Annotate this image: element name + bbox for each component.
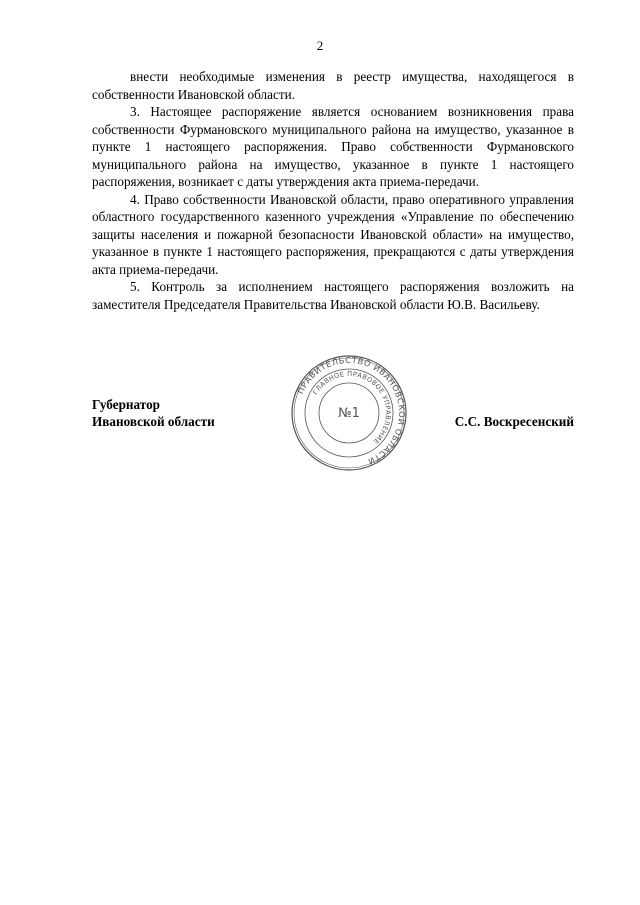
- seal-number: №1: [338, 406, 360, 421]
- signatory-title-line-2: Ивановской области: [92, 414, 215, 429]
- signatory-title-line-1: Губернатор: [92, 397, 160, 412]
- official-seal-icon: [290, 354, 408, 472]
- paragraph-continuation: внести необходимые изменения в реестр имущества, находящегося в собственности Ивановской области.: [92, 69, 574, 102]
- signatory-title: [92, 396, 215, 430]
- paragraph-item-3: 3. Настоящее распоряжение является основанием возникновения права собственности Фурмановского муниципального района на имущество, указанное в пункте 1 настоящего распоряжения. Право собственности Фурмановского муниципального района на имущество, указанное в пункте 1 настоящего распоряжения, возникает с даты утверждения акта приема-передачи.: [92, 104, 574, 189]
- paragraph-item-4: 4. Право собственности Ивановской области, право оперативного управления областного государственного казенного учреждения «Управление по обеспечению защиты населения и пожарной безопасности Ивановской области» на имущество, указанное в пункте 1 настоящего распоряжения, прекращаются с даты утверждения акта приема-передачи.: [92, 191, 574, 277]
- page-number: 2: [316, 38, 324, 53]
- document-body: [92, 68, 574, 313]
- paragraph-item-5: 5. Контроль за исполнением настоящего распоряжения возложить на заместителя Председателя Правительства Ивановской области Ю.В. Васильеву.: [92, 279, 574, 312]
- signatory-name: С.С. Воскресенский: [454, 414, 574, 429]
- seal-outer-text: ПРАВИТЕЛЬСТВО ИВАНОВСКОЙ ОБЛАСТИ: [295, 354, 408, 468]
- seal-inner-text: ГЛАВНОЕ ПРАВОВОЕ УПРАВЛЕНИЕ: [311, 369, 393, 446]
